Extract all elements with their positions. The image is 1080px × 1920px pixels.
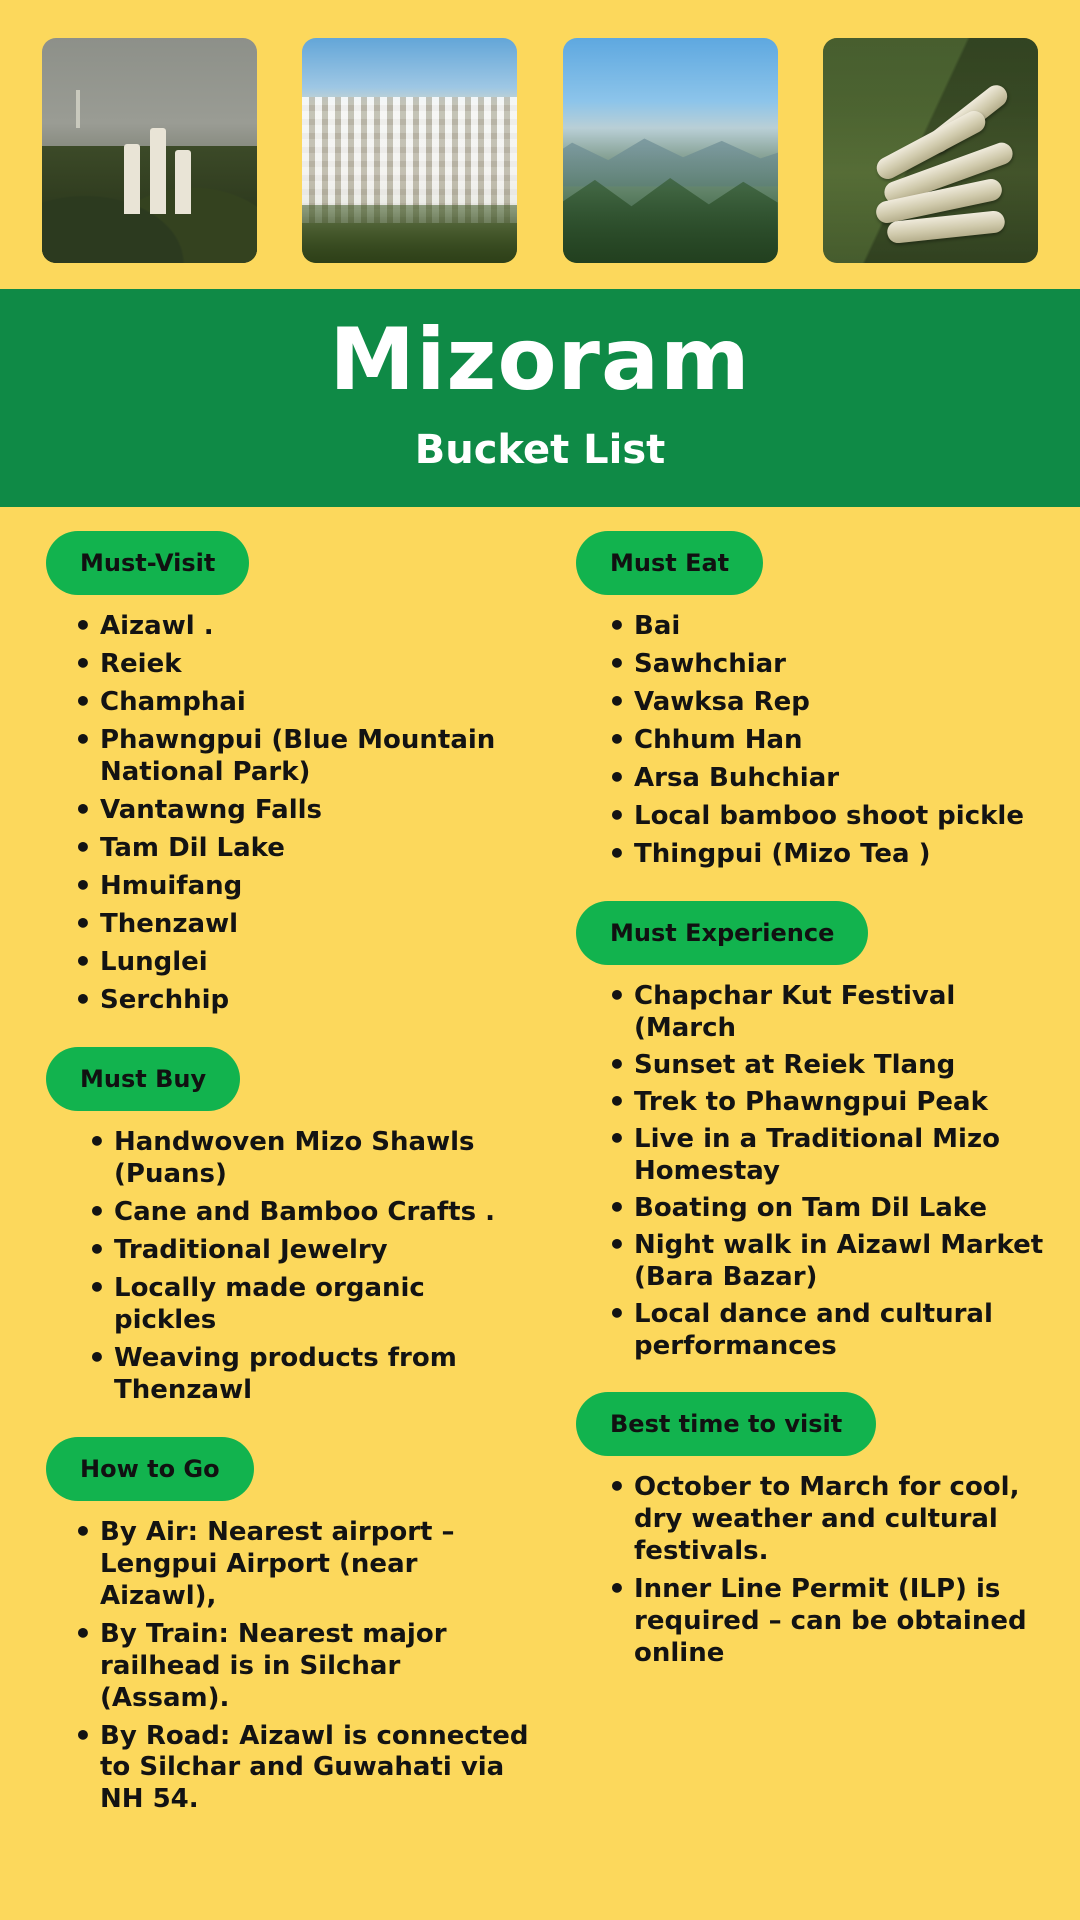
list-item: • Inner Line Permit (ILP) is required – can be obtained online — [634, 1574, 1046, 1670]
list-item: • Thenzawl — [100, 909, 532, 941]
list-item: • Cane and Bamboo Crafts . — [114, 1197, 532, 1229]
list-item: • Night walk in Aizawl Market (Bara Bazar) — [634, 1230, 1046, 1294]
list-item: • Tam Dil Lake — [100, 833, 532, 865]
must-eat-list — [554, 611, 1046, 871]
section-heading-must-buy: Must Buy — [46, 1047, 240, 1111]
best-time-list — [554, 1472, 1046, 1670]
list-item: • Sawhchiar — [634, 649, 1046, 681]
list-item: • Local dance and cultural performances — [634, 1299, 1046, 1363]
list-item: • By Road: Aizawl is connected to Silchar and Guwahati via NH 54. — [100, 1721, 532, 1817]
how-to-go-list — [34, 1517, 532, 1817]
list-item: • Vantawng Falls — [100, 795, 532, 827]
blue-mountains-photo — [563, 38, 778, 263]
list-item: • Reiek — [100, 649, 532, 681]
list-item: • Serchhip — [100, 985, 532, 1017]
list-item: • Vawksa Rep — [634, 687, 1046, 719]
list-item: • Chhum Han — [634, 725, 1046, 757]
section-heading-must-experience: Must Experience — [576, 901, 868, 965]
list-item: • Boating on Tam Dil Lake — [634, 1193, 1046, 1225]
list-item: • Chapchar Kut Festival (March — [634, 981, 1046, 1045]
list-item: • Weaving products from Thenzawl — [114, 1343, 532, 1407]
temple-hill-photo — [42, 38, 257, 263]
list-item: • Handwoven Mizo Shawls (Puans) — [114, 1127, 532, 1191]
list-item: • October to March for cool, dry weather and cultural festivals. — [634, 1472, 1046, 1568]
list-item: • By Train: Nearest major railhead is in Silchar (Assam). — [100, 1619, 532, 1715]
aizawl-town-photo — [302, 38, 517, 263]
must-experience-list — [554, 981, 1046, 1363]
left-column — [34, 507, 540, 1822]
section-heading-must-visit: Must-Visit — [46, 531, 249, 595]
list-item: • Local bamboo shoot pickle — [634, 801, 1046, 833]
section-heading-best-time: Best time to visit — [576, 1392, 876, 1456]
page-subtitle: Bucket List — [414, 427, 666, 474]
list-item: • Aizawl . — [100, 611, 532, 643]
title-banner — [0, 289, 1080, 507]
photo-strip — [0, 0, 1080, 289]
must-visit-list — [34, 611, 532, 1017]
must-buy-list — [34, 1127, 532, 1407]
list-item: • Lunglei — [100, 947, 532, 979]
list-item: • Trek to Phawngpui Peak — [634, 1087, 1046, 1119]
tower-shape — [76, 90, 80, 128]
bamboo-shoots-photo — [823, 38, 1038, 263]
spire-shape — [150, 128, 166, 214]
list-item: • Traditional Jewelry — [114, 1235, 532, 1267]
list-item: • Champhai — [100, 687, 532, 719]
right-column — [540, 507, 1046, 1822]
content-columns — [0, 507, 1080, 1822]
list-item: • Sunset at Reiek Tlang — [634, 1050, 1046, 1082]
page-title: Mizoram — [329, 310, 751, 410]
list-item: • Locally made organic pickles — [114, 1273, 532, 1337]
list-item: • Hmuifang — [100, 871, 532, 903]
list-item: • Arsa Buhchiar — [634, 763, 1046, 795]
list-item: • By Air: Nearest airport – Lengpui Airport (near Aizawl), — [100, 1517, 532, 1613]
list-item: • Phawngpui (Blue Mountain National Park) — [100, 725, 532, 789]
list-item: • Thingpui (Mizo Tea ) — [634, 839, 1046, 871]
spire-shape — [175, 150, 191, 214]
list-item: • Bai — [634, 611, 1046, 643]
section-heading-must-eat: Must Eat — [576, 531, 763, 595]
list-item: • Live in a Traditional Mizo Homestay — [634, 1124, 1046, 1188]
spire-shape — [124, 144, 140, 214]
section-heading-how-to-go: How to Go — [46, 1437, 254, 1501]
